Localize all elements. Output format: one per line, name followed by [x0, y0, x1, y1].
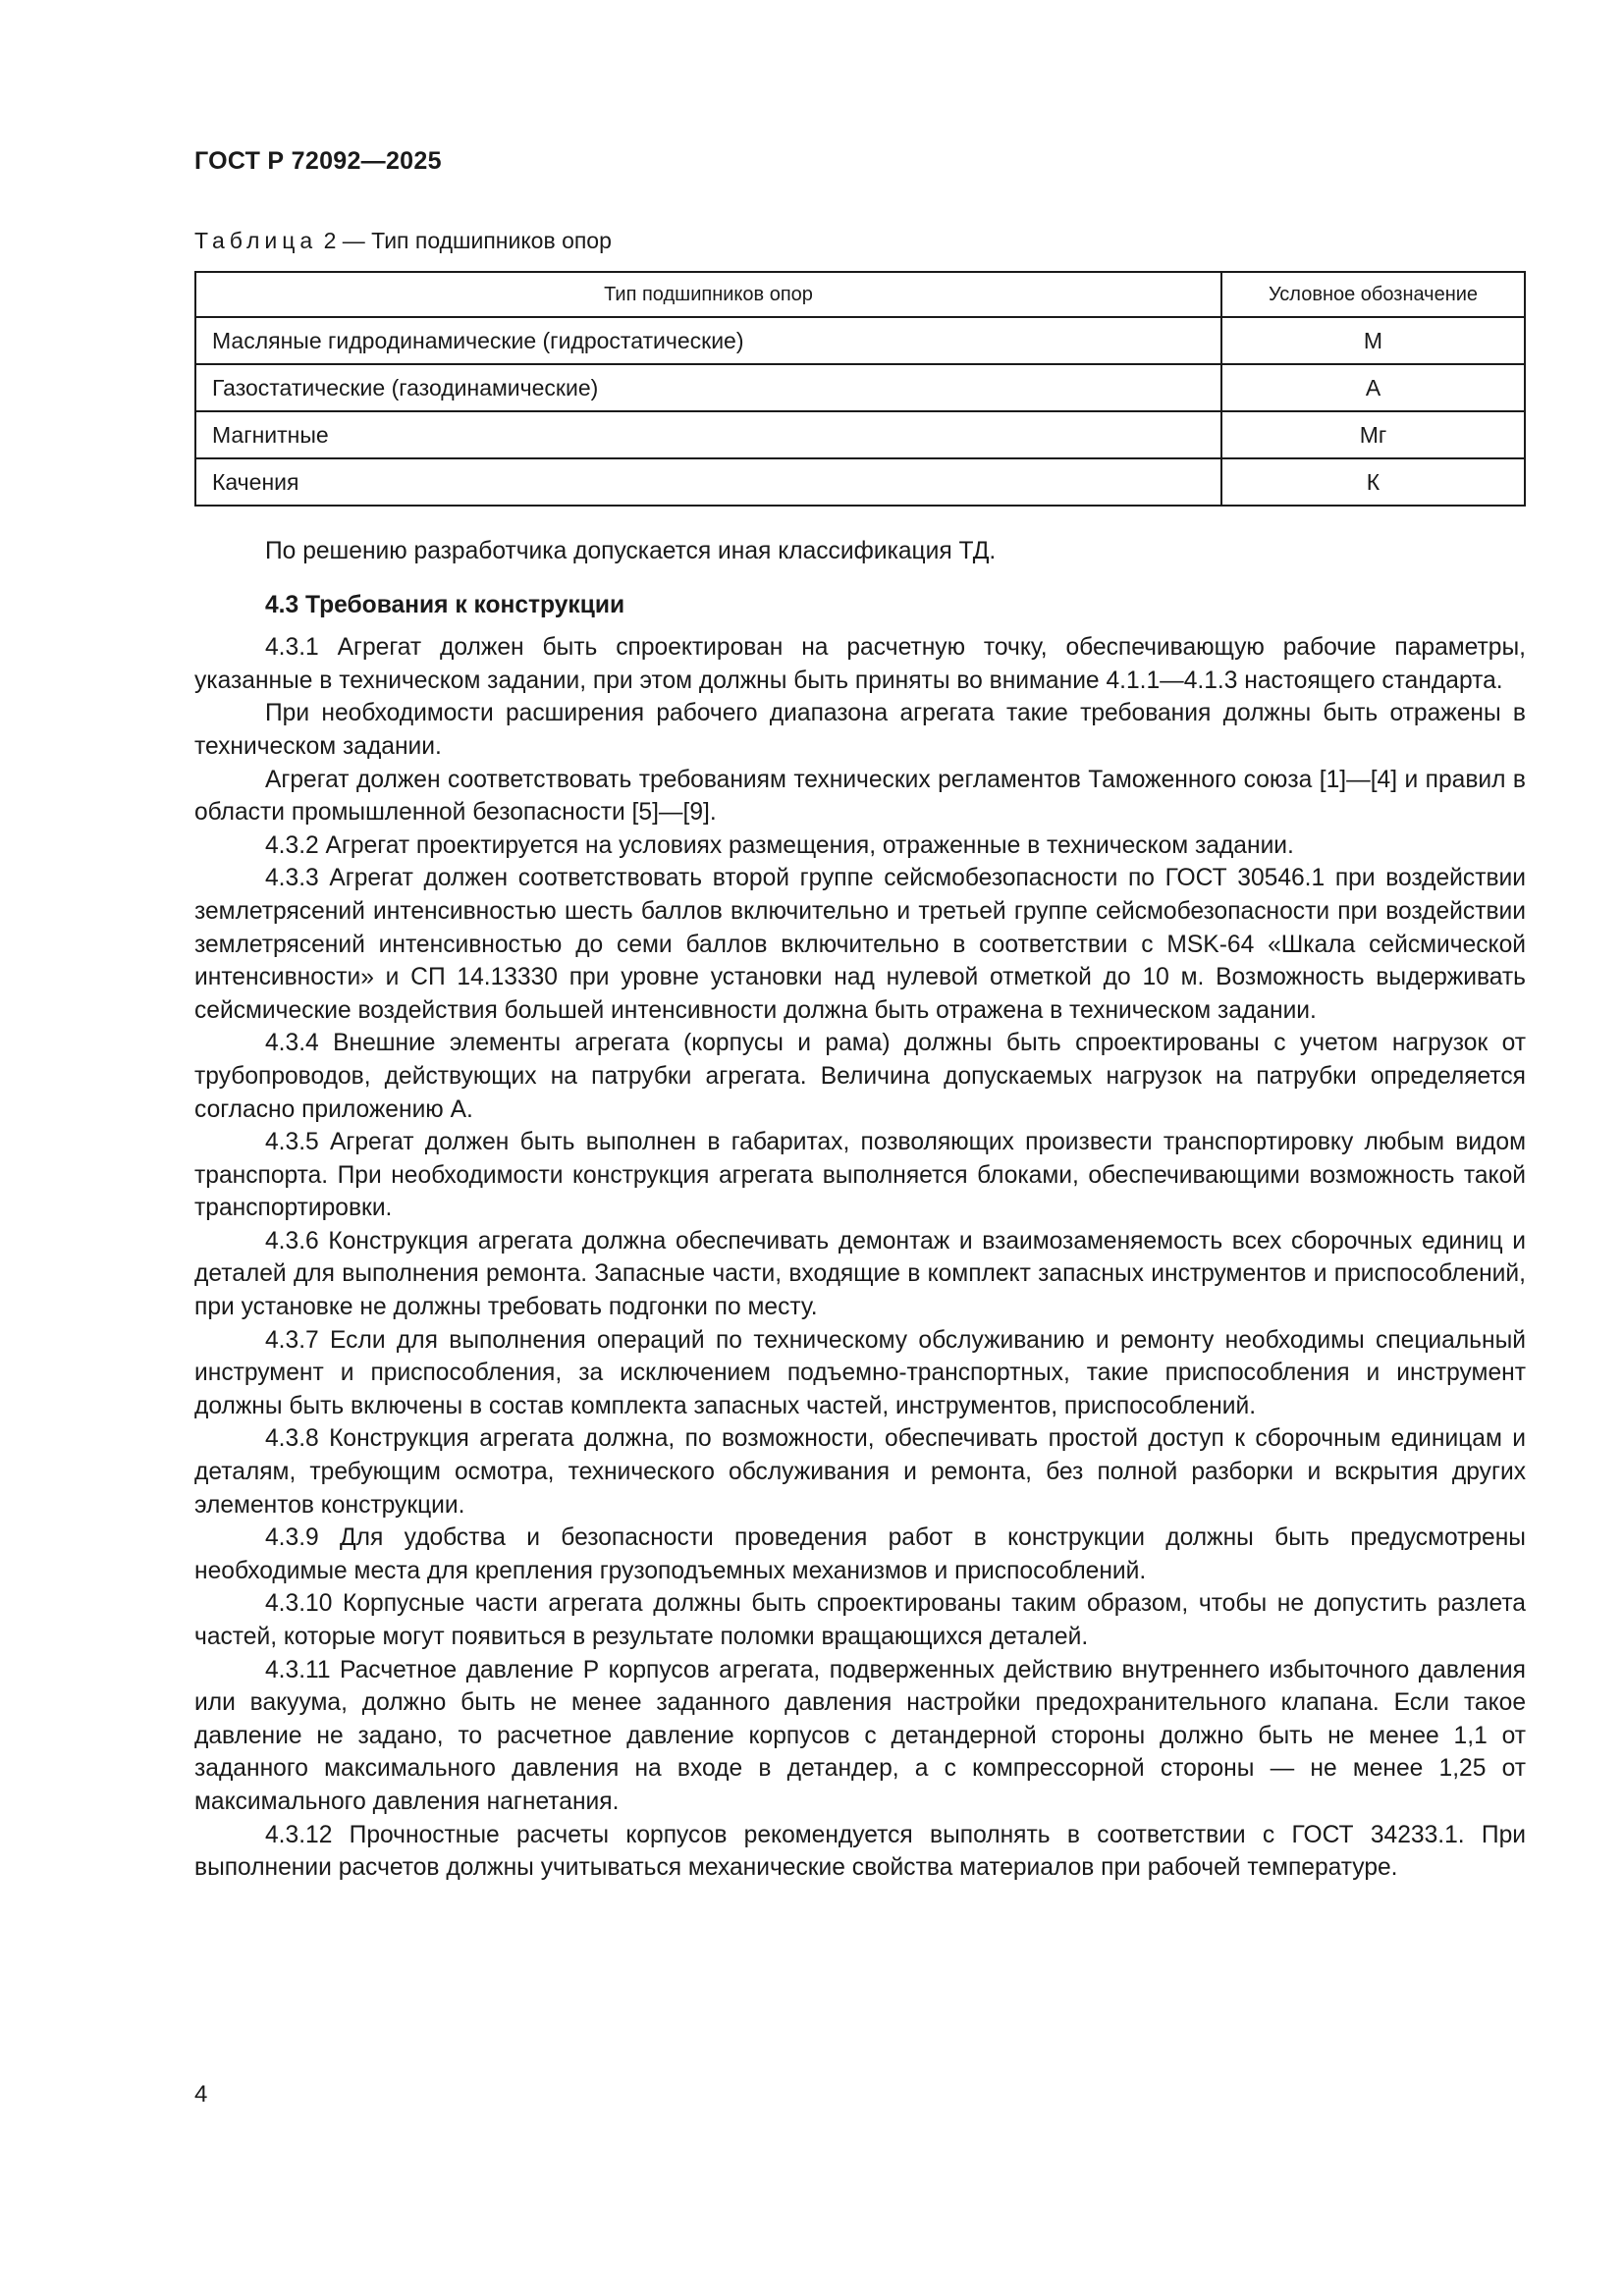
paragraph-4-3-4: 4.3.4 Внешние элементы агрегата (корпусы и рама) должны быть спроектированы с учетом нагрузок от трубопроводов, действующих на патрубки агрегата. Величина допускаемых нагрузок на патрубки определяется согласно приложению А.: [194, 1030, 1526, 1123]
table-row: [195, 317, 1525, 364]
bearing-type-cell: Газостатические (газодинамические): [195, 364, 1221, 411]
page-number: 4: [194, 2081, 208, 2108]
paragraph: Агрегат должен соответствовать требованиям технических регламентов Таможенного союза [1]—[4] и правил в области промышленной безопасности [5]—[9].: [194, 766, 1526, 827]
table-row: [195, 364, 1525, 411]
document-body: [194, 535, 1526, 1885]
bearing-type-cell: Масляные гидродинамические (гидростатические): [195, 317, 1221, 364]
table-caption-word: Таблица: [194, 228, 318, 253]
paragraph-4-3-11: 4.3.11 Расчетное давление Р корпусов агрегата, подверженных действию внутреннего избыточного давления или вакуума, должно быть не менее заданного давления настройки предохранительного клапана. Если такое давление не задано, то расчетное давление корпусов с детандерной стороны должно быть не менее 1,1 от заданного максимального давления на входе в детандер, а с компрессорной стороны — не менее 1,25 от максимального давления нагнетания.: [194, 1656, 1526, 1815]
designation-cell: К: [1221, 458, 1525, 506]
classification-note: По решению разработчика допускается иная классификация ТД.: [265, 538, 997, 564]
table-header-row: [195, 272, 1525, 317]
paragraph-4-3-7: 4.3.7 Если для выполнения операций по техническому обслуживанию и ремонту необходимы специальный инструмент и приспособления, за исключением подъемно-транспортных, такие приспособления и инструмент должны быть включены в состав комплекта запасных частей, инструментов, приспособлений.: [194, 1326, 1526, 1419]
column-header-bearing-type: Тип подшипников опор: [195, 272, 1221, 317]
paragraph-4-3-6: 4.3.6 Конструкция агрегата должна обеспечивать демонтаж и взаимозаменяемость всех сборочных единиц и деталей для выполнения ремонта. Запасные части, входящие в комплект запасных инструментов и приспособлений, при установке не должны требовать подгонки по месту.: [194, 1227, 1526, 1321]
bearing-type-cell: Магнитные: [195, 411, 1221, 458]
paragraph-4-3-10: 4.3.10 Корпусные части агрегата должны быть спроектированы таким образом, чтобы не допустить разлета частей, которые могут появиться в результате поломки вращающихся деталей.: [194, 1590, 1526, 1650]
paragraph: При необходимости расширения рабочего диапазона агрегата такие требования должны быть отражены в техническом задании.: [194, 700, 1526, 760]
table-caption-title: 2 — Тип подшипников опор: [317, 228, 612, 253]
table-row: [195, 458, 1525, 506]
paragraph-4-3-5: 4.3.5 Агрегат должен быть выполнен в габаритах, позволяющих произвести транспортировку любым видом транспорта. При необходимости конструкция агрегата выполняется блоками, обеспечивающими возможность такой транспортировки.: [194, 1129, 1526, 1222]
paragraph-4-3-3: 4.3.3 Агрегат должен соответствовать второй группе сейсмобезопасности по ГОСТ 30546.1 при воздействии землетрясений интенсивностью шесть баллов включительно и третьей группе сейсмобезопасности при воздействии землетрясений интенсивностью до семи баллов включительно в соответствии с MSK-64 «Шкала сейсмической интенсивности» и СП 14.13330 при уровне установки над нулевой отметкой до 10 м. Возможность выдерживать сейсмические воздействия большей интенсивности должна быть отражена в техническом задании.: [194, 865, 1526, 1024]
paragraph-4-3-2: 4.3.2 Агрегат проектируется на условиях размещения, отраженные в техническом задании.: [265, 831, 1294, 859]
designation-cell: Мг: [1221, 411, 1525, 458]
designation-cell: М: [1221, 317, 1525, 364]
bearing-type-cell: Качения: [195, 458, 1221, 506]
table-row: [195, 411, 1525, 458]
page-header-standard-id: ГОСТ Р 72092—2025: [194, 147, 442, 175]
column-header-designation: Условное обозначение: [1221, 272, 1525, 317]
paragraph-4-3-9: 4.3.9 Для удобства и безопасности проведения работ в конструкции должны быть предусмотрены необходимые места для крепления грузоподъемных механизмов и приспособлений.: [194, 1524, 1526, 1584]
paragraph-4-3-8: 4.3.8 Конструкция агрегата должна, по возможности, обеспечивать простой доступ к сборочным единицам и деталям, требующим осмотра, технического обслуживания и ремонта, без полной разборки и вскрытия других элементов конструкции.: [194, 1425, 1526, 1519]
paragraph-4-3-12: 4.3.12 Прочностные расчеты корпусов рекомендуется выполнять в соответствии с ГОСТ 34233.1. При выполнении расчетов должны учитываться механические свойства материалов при рабочей температуре.: [194, 1821, 1526, 1882]
section-heading: 4.3 Требования к конструкции: [265, 591, 625, 618]
paragraph-4-3-1: 4.3.1 Агрегат должен быть спроектирован на расчетную точку, обеспечивающую рабочие параметры, указанные в техническом задании, при этом должны быть приняты во внимание 4.1.1—4.1.3 настоящего стандарта.: [194, 634, 1526, 694]
designation-cell: А: [1221, 364, 1525, 411]
table-caption: [194, 228, 612, 254]
bearing-types-table: [194, 271, 1526, 507]
